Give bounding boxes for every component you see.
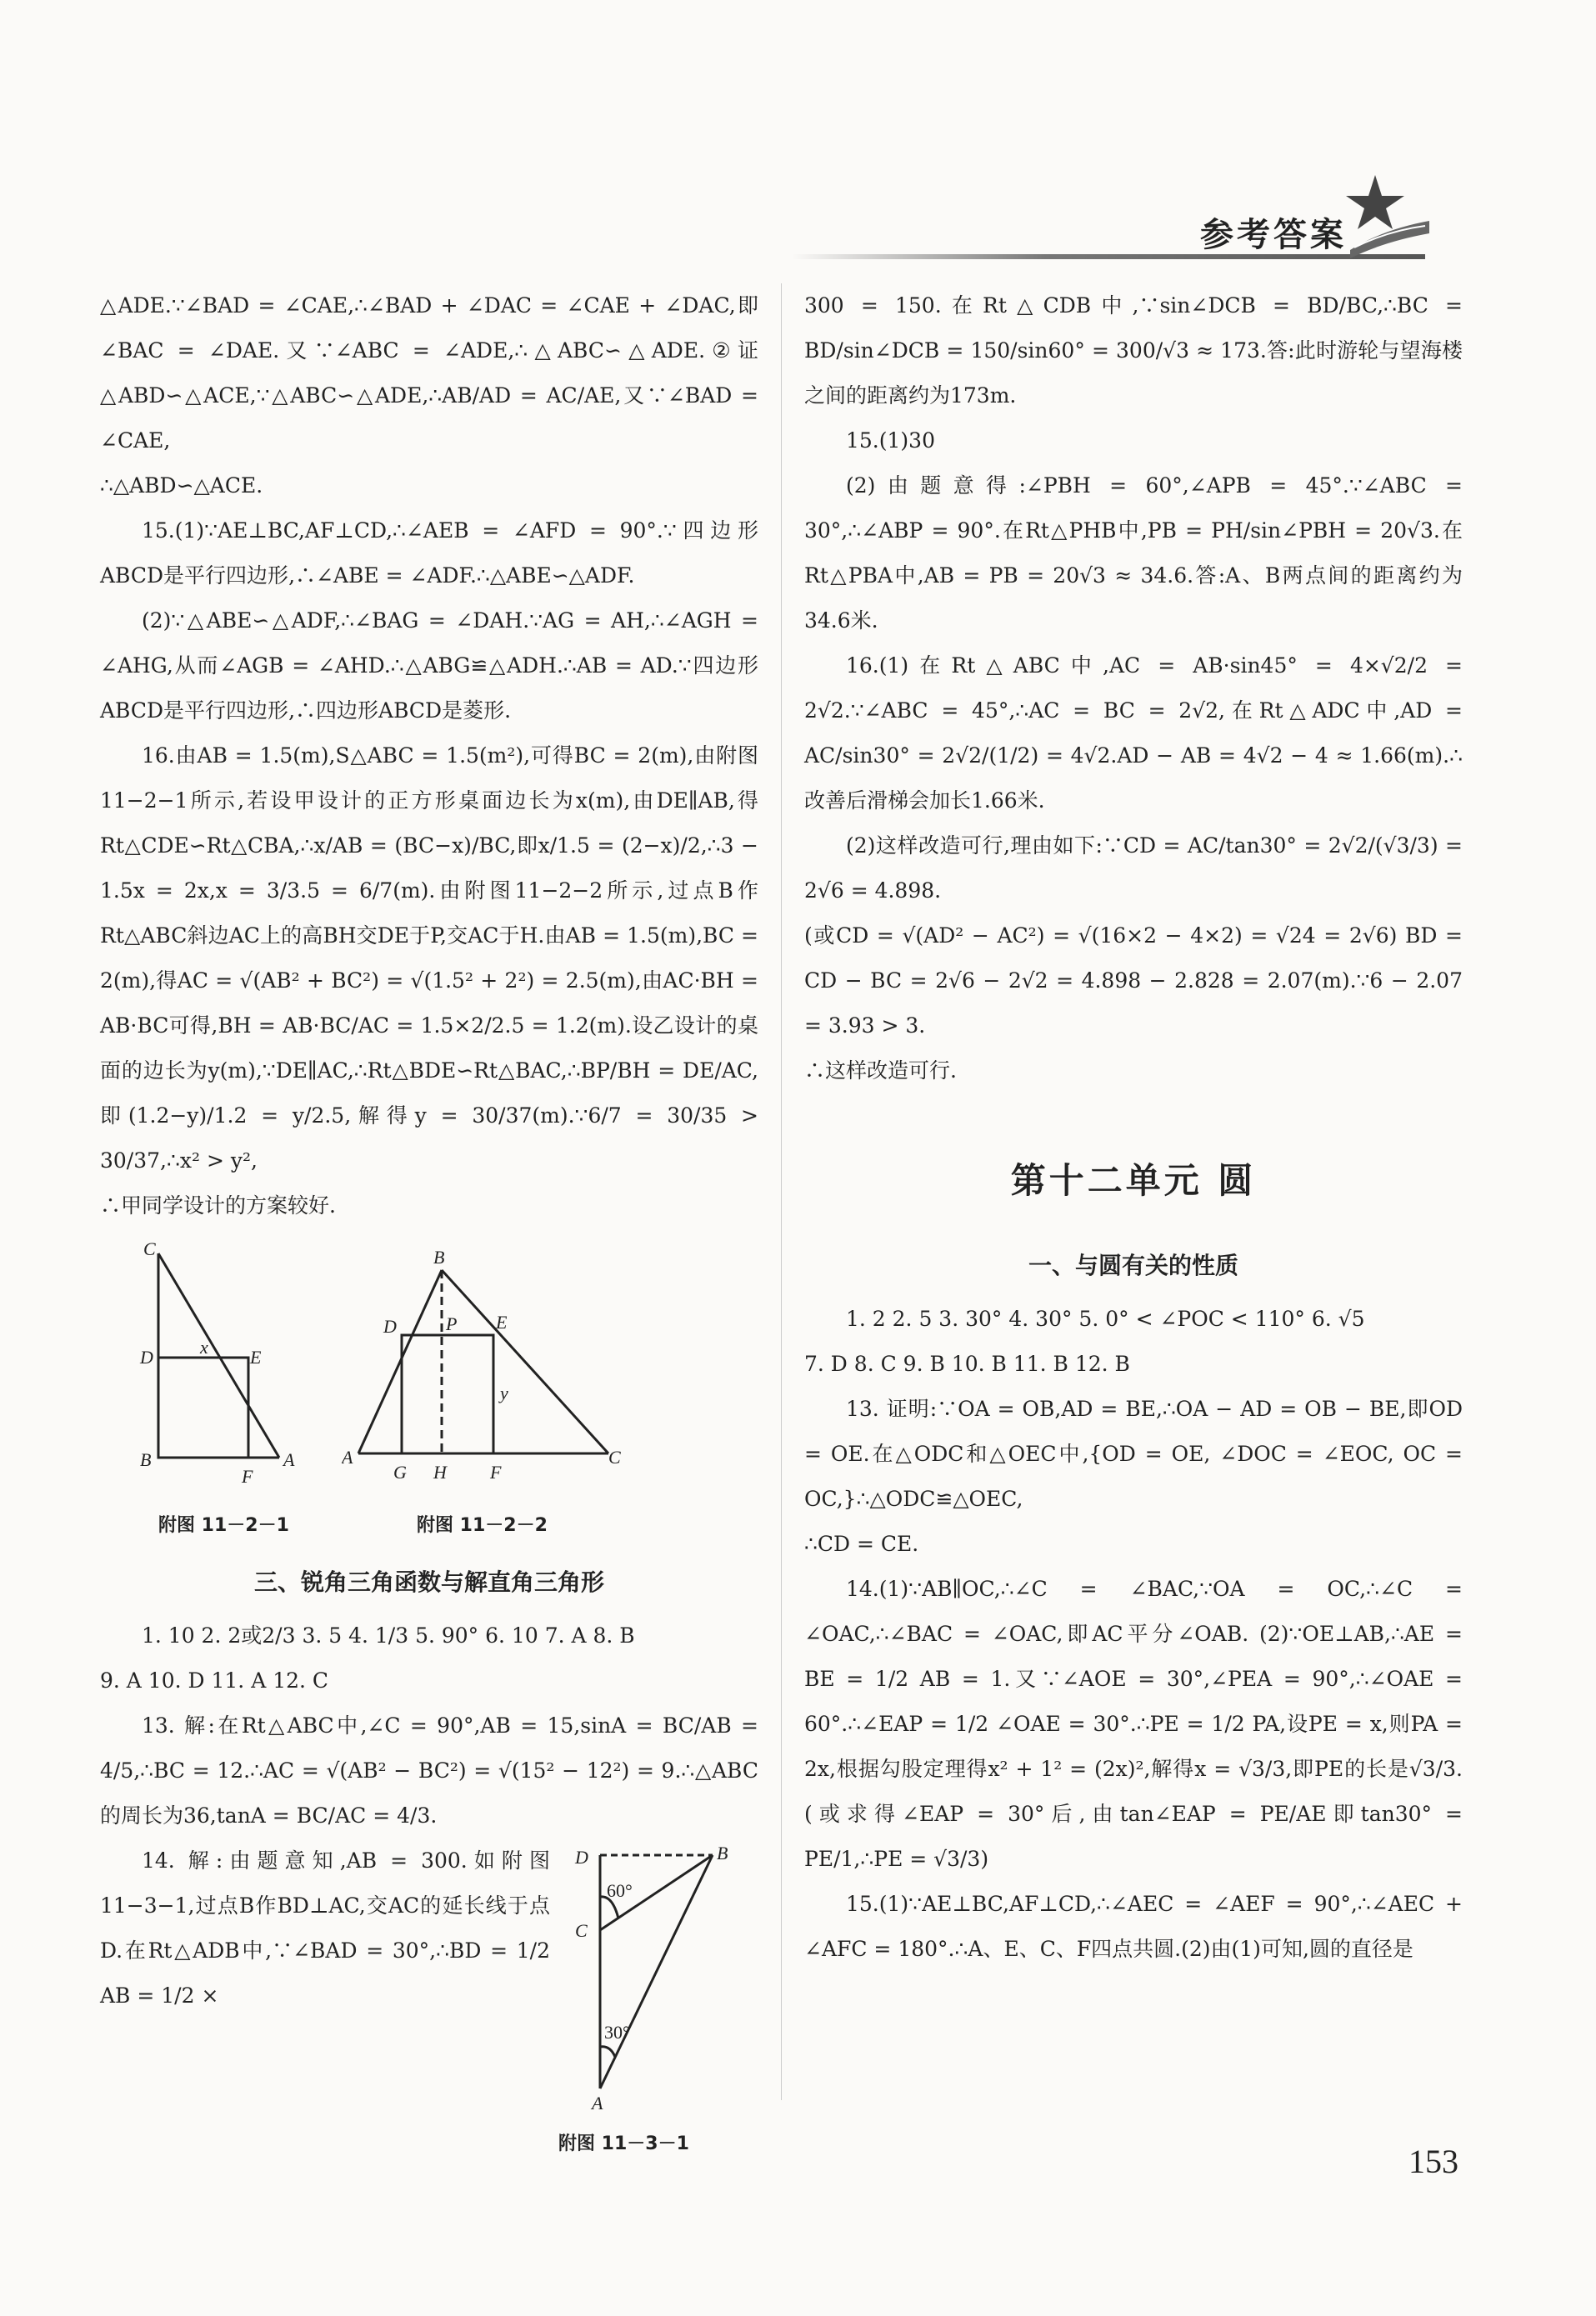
right-paragraph-15: 15.(1)∵AE⊥BC,AF⊥CD,∴∠AEC = ∠AEF = 90°,∴∠AEC + ∠AFC = 180°.∴A、E、C、F四点共圆.(2)由(1)可知,圆的直径是 xyxy=(804,1892,1463,1961)
figure-caption-1: 附图 11－2－1 xyxy=(158,1515,289,1536)
header-rule xyxy=(792,254,1425,259)
right-paragraph-5: (2)这样改造可行,理由如下:∵CD = AC/tan30° = 2√2/(√3/3) = 2√6 = 4.898. xyxy=(804,833,1463,903)
right-answers-line-1: 1. 2 2. 5 3. 30° 4. 30° 5. 0° < ∠POC < 110° 6. √5 xyxy=(846,1307,1365,1331)
unit-title: 第十二单元 圆 xyxy=(1010,1160,1257,1201)
left-paragraph-4: (2)∵△ABE∽△ADF,∴∠BAG = ∠DAH.∵AG = AH,∴∠AGH = ∠AHG,从而∠AGB = ∠AHD.∴△ABG≌△ADH.∴AB = AD.∵四边形ABCD是平行四边形,∴四边形ABCD是菱形. xyxy=(100,608,758,723)
figure-11-3-1 xyxy=(567,1838,758,2113)
svg-text:A: A xyxy=(283,1449,295,1470)
left-answers-line-1: 1. 10 2. 2或2/3 3. 5 4. 1/3 5. 90° 6. 10 7. A 8. B xyxy=(142,1623,635,1648)
svg-text:E: E xyxy=(496,1312,508,1333)
right-paragraph-13-end: ∴CD = CE. xyxy=(804,1532,919,1556)
svg-text:y: y xyxy=(500,1383,508,1403)
svg-text:C: C xyxy=(575,1920,588,1941)
right-paragraph-3: (2)由题意得:∠PBH = 60°,∠APB = 45°.∵∠ABC = 30°,∴∠ABP = 90°.在Rt△PHB中,PB = PH/sin∠PBH = 20√3.在Rt△PBA中,AB = PB = 20√3 ≈ 34.6.答:A、B两点间的距离约为34.6米. xyxy=(804,473,1463,633)
right-paragraph-6: (或CD = √(AD² − AC²) = √(16×2 − 4×2) = √24 = 2√6) BD = CD − BC = 2√6 − 2√2 = 4.898 − 2.828 = 2.07(m).∵6 − 2.07 = 3.93 > 3. xyxy=(804,923,1463,1038)
left-paragraph-6: ∴甲同学设计的方案较好. xyxy=(100,1193,336,1218)
section-1-title: 一、与圆有关的性质 xyxy=(1028,1252,1238,1279)
right-answers-line-2: 7. D 8. C 9. B 10. B 11. B 12. B xyxy=(804,1352,1130,1376)
svg-text:D: D xyxy=(383,1316,397,1337)
left-column xyxy=(100,283,758,2154)
svg-text:F: F xyxy=(490,1462,502,1483)
svg-text:60°: 60° xyxy=(607,1880,633,1901)
svg-text:F: F xyxy=(242,1466,253,1487)
left-paragraph-3: 15.(1)∵AE⊥BC,AF⊥CD,∴∠AEB = ∠AFD = 90°.∵四边形ABCD是平行四边形,∴∠ABE = ∠ADF.∴△ABE∽△ADF. xyxy=(100,518,758,588)
svg-text:D: D xyxy=(140,1347,153,1368)
right-paragraph-14: 14.(1)∵AB∥OC,∴∠C = ∠BAC,∵OA = OC,∴∠C = ∠OAC,∴∠BAC = ∠OAC,即AC平分∠OAB. (2)∵OE⊥AB,∴AE = BE = 1/2 AB = 1.又∵∠AOE = 30°,∠PEA = 90°,∴∠OAE = 60°.∴∠EAP = 1/2 ∠OAE = 30°.∴PE = 1/2 PA,设PE = x,则PA = 2x,根据勾股定理得x² + 1² = (2x)²,解得x = √3/3,即PE的长是√3/3.(或求得∠EAP = 30°后,由tan∠EAP = PE/AE即tan30° = PE/1,∴PE = √3/3) xyxy=(804,1577,1463,1871)
column-divider xyxy=(781,283,782,2100)
right-paragraph-13: 13. 证明:∵OA = OB,AD = BE,∴OA − AD = OB − BE,即OD = OE.在△ODC和△OEC中,{OD = OE, ∠DOC = ∠EOC, OC = OC,}∴△ODC≌△OEC, xyxy=(804,1397,1463,1511)
section-3-title: 三、锐角三角函数与解直角三角形 xyxy=(253,1568,604,1596)
right-paragraph-7: ∴这样改造可行. xyxy=(804,1058,957,1083)
svg-text:x: x xyxy=(200,1337,208,1358)
right-paragraph-2: 15.(1)30 xyxy=(846,428,935,453)
left-answers-line-2: 9. A 10. D 11. A 12. C xyxy=(100,1668,329,1693)
svg-text:A: A xyxy=(592,2093,603,2113)
star-book-icon xyxy=(1342,171,1433,263)
svg-text:H: H xyxy=(433,1462,447,1483)
figure-caption-3: 附图 11－3－1 xyxy=(558,2133,689,2154)
right-column xyxy=(804,283,1463,1972)
right-paragraph-4: 16.(1)在Rt△ABC中,AC = AB·sin45° = 4×√2/2 = 2√2.∵∠ABC = 45°,∴AC = BC = 2√2,在Rt△ADC中,AD = AC/sin30° = 2√2/(1/2) = 4√2.AD − AB = 4√2 − 4 ≈ 1.66(m).∴改善后滑梯会加长1.66米. xyxy=(804,653,1463,813)
svg-text:C: C xyxy=(143,1238,156,1259)
left-paragraph-13: 13. 解:在Rt△ABC中,∠C = 90°,AB = 15,sinA = BC/AB = 4/5,∴BC = 12.∴AC = √(AB² − BC²) = √(15² − 12²) = 9.∴△ABC的周长为36,tanA = BC/AC = 4/3. xyxy=(100,1713,758,1828)
left-paragraph-2: ∴△ABD∽△ACE. xyxy=(100,473,263,498)
svg-text:30°: 30° xyxy=(604,2022,630,2043)
svg-text:D: D xyxy=(575,1847,588,1868)
figure-11-2-2 xyxy=(342,1245,625,1495)
right-paragraph-1: 300 = 150.在Rt△CDB中,∵sin∠DCB = BD/BC,∴BC = BD/sin∠DCB = 150/sin60° = 300/√3 ≈ 173.答:此时游轮与望海楼之间的距离约为173m. xyxy=(804,293,1463,408)
svg-text:B: B xyxy=(717,1843,728,1863)
left-paragraph-1: △ADE.∵∠BAD = ∠CAE,∴∠BAD + ∠DAC = ∠CAE + ∠DAC,即∠BAC = ∠DAE.又∵∠ABC = ∠ADE,∴△ABC∽△ADE.②证△ABD∽△ACE,∵△ABC∽△ADE,∴AB/AD = AC/AE,又∵∠BAD = ∠CAE, xyxy=(100,293,758,453)
left-paragraph-14: 14. 解:由题意知,AB = 300.如附图11−3−1,过点B作BD⊥AC,交AC的延长线于点D.在Rt△ADB中,∵∠BAD = 30°,∴BD = 1/2 AB = 1/2 × xyxy=(100,1848,550,2008)
page-number: 153 xyxy=(1408,2143,1458,2180)
svg-text:G: G xyxy=(393,1462,407,1483)
svg-text:P: P xyxy=(446,1313,458,1334)
svg-text:C: C xyxy=(608,1447,621,1468)
figure-caption-2: 附图 11－2－2 xyxy=(417,1515,548,1536)
figure-11-3-1-wrap xyxy=(558,1838,758,2154)
svg-text:B: B xyxy=(140,1449,152,1470)
header-title: 参考答案 xyxy=(1200,216,1347,254)
figure-11-2-1 xyxy=(133,1237,325,1495)
svg-text:A: A xyxy=(342,1447,353,1468)
svg-text:E: E xyxy=(250,1347,262,1368)
left-paragraph-5: 16.由AB = 1.5(m),S△ABC = 1.5(m²),可得BC = 2(m),由附图11−2−1所示,若设甲设计的正方形桌面边长为x(m),由DE∥AB,得Rt△CDE∽Rt△CBA,∴x/AB = (BC−x)/BC,即x/1.5 = (2−x)/2,∴3 − 1.5x = 2x,x = 3/3.5 = 6/7(m).由附图11−2−2所示,过点B作Rt△ABC斜边AC上的高BH交DE于P,交AC于H.由AB = 1.5(m),BC = 2(m),得AC = √(AB² + BC²) = √(1.5² + 2²) = 2.5(m),由AC·BH = AB·BC可得,BH = AB·BC/AC = 1.5×2/2.5 = 1.2(m).设乙设计的桌面的边长为y(m),∵DE∥AC,∴Rt△BDE∽Rt△BAC,∴BP/BH = DE/AC,即(1.2−y)/1.2 = y/2.5,解得y = 30/37(m).∵6/7 = 30/35 > 30/37,∴x² > y², xyxy=(100,743,758,1173)
svg-text:B: B xyxy=(433,1247,445,1268)
figure-row xyxy=(100,1228,758,1545)
